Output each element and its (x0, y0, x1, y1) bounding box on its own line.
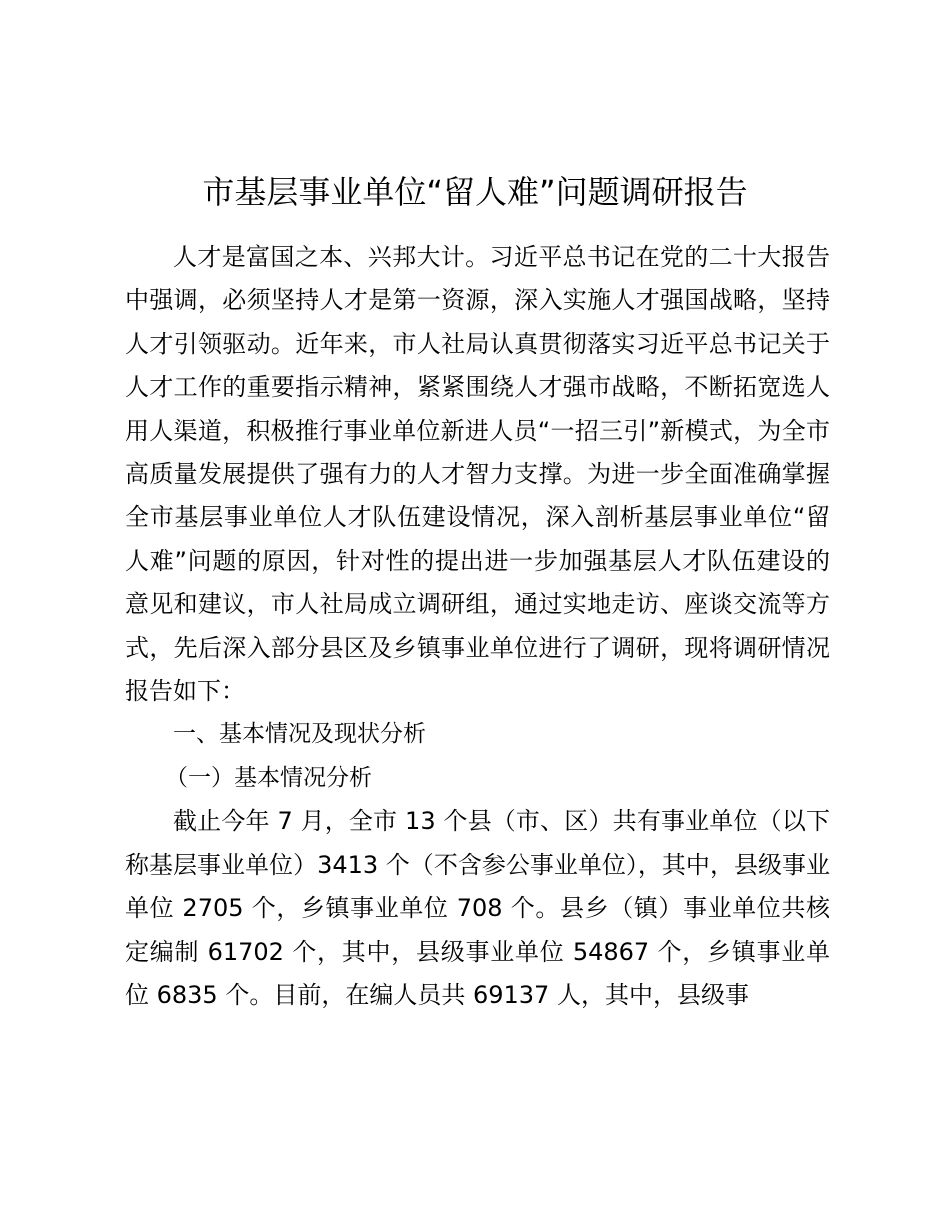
document-title: 市基层事业单位“留人难”问题调研报告 (202, 173, 748, 211)
intro-paragraph: 人才是富国之本、兴邦大计。习近平总书记在党的二十大报告中强调，必须坚持人才是第一资源，深入实施人才强国战略，坚持人才引领驱动。近年来，市人社局认真贯彻落实习近平总书记关于人才工作的重要指示精神，紧紧围绕人才强市战略，不断拓宽选人用人渠道，积极推行事业单位新进人员“一招三引”新模式，为全市高质量发展提供了强有力的人才智力支撑。为进一步全面准确掌握全市基层事业单位人才队伍建设情况，深入剖析基层事业单位“留人难”问题的原因，针对性的提出进一步加强基层人才队伍建设的意见和建议，市人社局成立调研组，通过实地走访、座谈交流等方式，先后深入部分县区及乡镇事业单位进行了调研，现将调研情况报告如下： (125, 243, 830, 706)
document-body (125, 236, 830, 1017)
subsection-heading: （一）基本情况分析 (165, 764, 372, 791)
body-paragraph: 截止今年 7 月，全市 13 个县（市、区）共有事业单位（以下称基层事业单位）3413 个（不含参公事业单位），其中，县级事业单位 2705 个，乡镇事业单位 708 个。县乡（镇）事业单位共核定编制 61702 个，其中，县级事业单位 54867 个，乡镇事业单位 6835 个。目前，在编人员共 69137 人，其中，县级事 (125, 807, 830, 1009)
section-heading: 一、基本情况及现状分析 (173, 721, 426, 748)
